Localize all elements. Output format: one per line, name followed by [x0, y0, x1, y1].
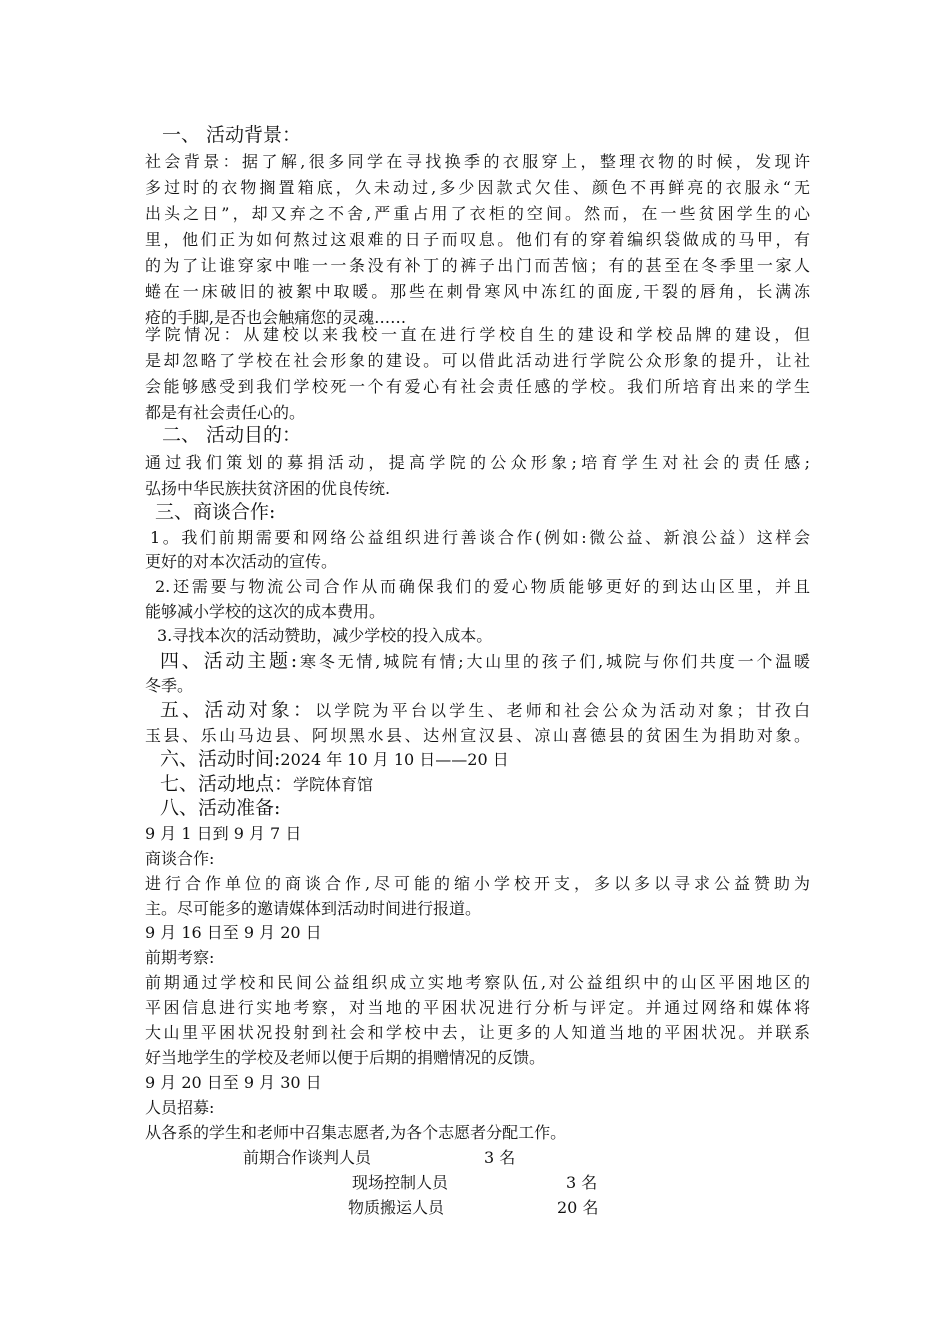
paragraph-line: 弘扬中华民族扶贫济困的优良传统. — [145, 479, 391, 498]
staff-count: 20 名 — [557, 1198, 599, 1217]
staff-count: 3 名 — [484, 1148, 516, 1167]
staff-count: 3 名 — [566, 1173, 598, 1192]
list-item: 1。我们前期需要和网络公益组织进行善谈合作(例如:微公益、新浪公益）这样会 — [150, 528, 810, 547]
paragraph-line: 平困信息进行实地考察，对当地的平困状况进行分析与评定。并通过网络和媒体将 — [145, 998, 810, 1017]
section-heading-preparation: 八、活动准备: — [160, 797, 281, 819]
section-time-line — [160, 748, 825, 771]
section-heading-time: 六、活动时间: — [160, 748, 281, 770]
paragraph-line: 通过我们策划的募捐活动，提高学院的公众形象;培育学生对社会的责任感; — [145, 453, 810, 472]
paragraph-line: 疮的手脚,是否也会触痛您的灵魂…… — [145, 308, 407, 327]
place-text: 学院体育馆 — [293, 775, 374, 794]
list-item: 3.寻找本次的活动赞助，减少学校的投入成本。 — [157, 626, 493, 645]
paragraph-line: 出头之日”，却又弃之不舍,严重占用了衣柜的空间。然而，在一些贫困学生的心 — [145, 204, 810, 223]
date-range: 9 月 1 日到 9 月 7 日 — [145, 824, 302, 843]
section-place-line — [160, 773, 825, 796]
list-item: 更好的对本次活动的宣传。 — [145, 552, 338, 571]
paragraph-line: 冬季。 — [145, 676, 194, 695]
paragraph-line: 主。尽可能多的邀请媒体到活动时间进行报道。 — [145, 899, 482, 918]
paragraph-line: 好当地学生的学校及老师以便于后期的捐赠情况的反馈。 — [145, 1048, 546, 1067]
paragraph-line: 社会背景：据了解,很多同学在寻找换季的衣服穿上，整理衣物的时候，发现许 — [145, 152, 810, 171]
paragraph-line: 会能够感受到我们学校死一个有爱心有社会责任感的学校。我们所培育出来的学生 — [145, 377, 810, 396]
paragraph-line: 学院情况：从建校以来我校一直在进行学校自生的建设和学校品牌的建设，但 — [145, 325, 810, 344]
paragraph-line: 大山里平困状况投射到社会和学校中去，让更多的人知道当地的平困状况。并联系 — [145, 1023, 810, 1042]
section-heading-purpose: 二、 活动目的： — [162, 424, 302, 446]
subheading: 商谈合作: — [145, 849, 215, 868]
paragraph-line: 的为了让谁穿家中唯一一条没有补丁的裤子出门而苦恼；有的甚至在冬季里一家人 — [145, 256, 810, 275]
date-range: 9 月 20 日至 9 月 30 日 — [145, 1073, 322, 1092]
time-text: 2024 年 10 月 10 日——20 日 — [280, 750, 509, 769]
staff-role: 现场控制人员 — [352, 1173, 449, 1192]
section-target-line — [160, 699, 810, 722]
paragraph-line: 进行合作单位的商谈合作,尽可能的缩小学校开支，多以多以寻求公益赞助为 — [145, 874, 810, 893]
paragraph-line: 玉县、乐山马边县、阿坝黑水县、达州宣汉县、凉山喜德县的贫困生为捐助对象。 — [145, 726, 810, 745]
paragraph-line: 多过时的衣物搁置箱底，久未动过,多少因款式欠佳、颜色不再鲜亮的衣服永“无 — [145, 178, 810, 197]
target-text: 以学院为平台以学生、老师和社会公众为活动对象；甘孜白 — [315, 701, 810, 720]
list-item: 2.还需要与物流公司合作从而确保我们的爱心物质能够更好的到达山区里，并且 — [155, 577, 810, 596]
section-heading-place: 七、活动地点： — [160, 773, 294, 795]
paragraph-line: 里，他们正为如何熬过这艰难的日子而叹息。他们有的穿着编织袋做成的马甲，有 — [145, 230, 810, 249]
paragraph-line: 都是有社会责任心的。 — [145, 403, 306, 422]
section-heading-theme: 四、活动主题: — [160, 650, 298, 672]
paragraph-line: 从各系的学生和老师中召集志愿者,为各个志愿者分配工作。 — [145, 1123, 567, 1142]
paragraph-line: 是却忽略了学校在社会形象的建设。可以借此活动进行学院公众形象的提升，让社 — [145, 351, 810, 370]
staff-role: 前期合作谈判人员 — [243, 1148, 372, 1167]
section-theme-line — [160, 650, 810, 673]
section-heading-target: 五、活动对象： — [160, 699, 316, 721]
section-heading-background: 一、 活动背景： — [162, 124, 302, 146]
staff-role: 物质搬运人员 — [348, 1198, 445, 1217]
theme-text: 寒冬无情,城院有情;大山里的孩子们,城院与你们共度一个温暖 — [297, 652, 810, 671]
subheading: 人员招募: — [145, 1098, 215, 1117]
paragraph-line: 蜷在一床破旧的被絮中取暖。那些在刺骨寒风中冻红的面庞,干裂的唇角，长满冻 — [145, 282, 810, 301]
date-range: 9 月 16 日至 9 月 20 日 — [145, 923, 322, 942]
section-heading-cooperation: 三、商谈合作: — [155, 501, 276, 523]
paragraph-line: 前期通过学校和民间公益组织成立实地考察队伍,对公益组织中的山区平困地区的 — [145, 973, 810, 992]
subheading: 前期考察: — [145, 948, 215, 967]
list-item: 能够减小学校的这次的成本费用。 — [145, 602, 386, 621]
